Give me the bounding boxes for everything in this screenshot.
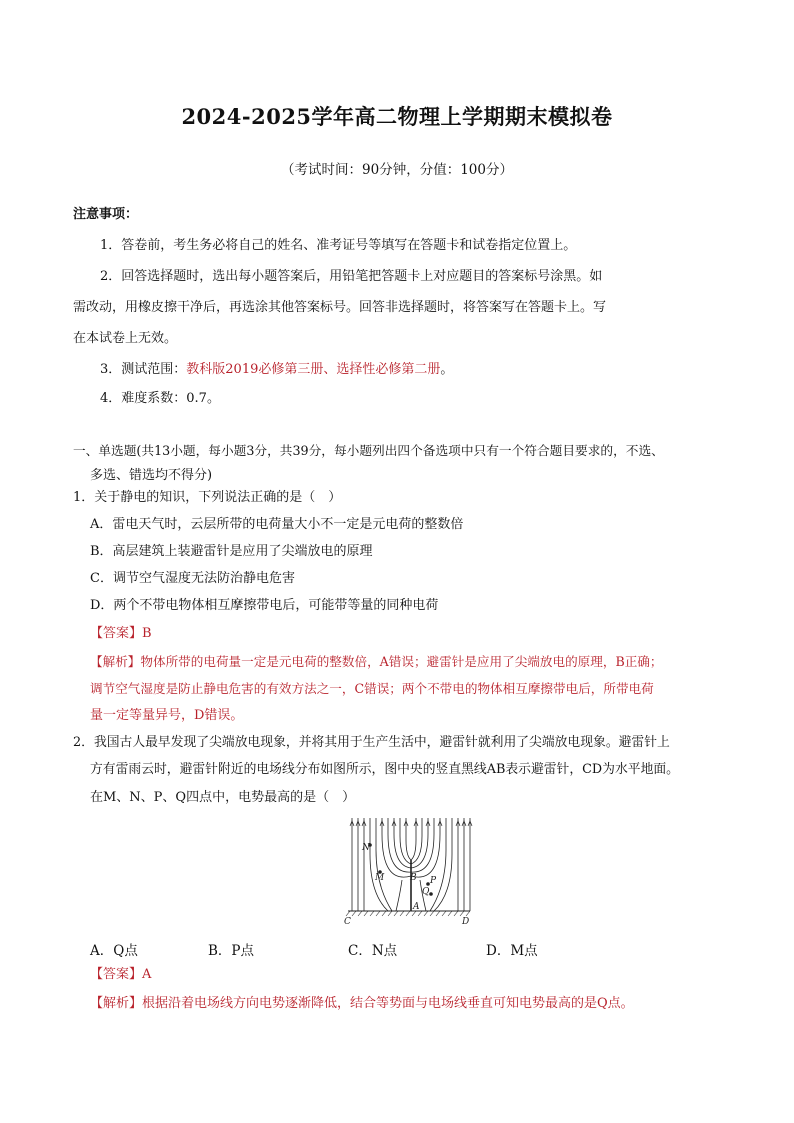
label-m: M bbox=[375, 873, 385, 883]
label-b: B bbox=[410, 873, 417, 883]
page-title: 2024-2025学年高二物理上学期期末模拟卷 bbox=[181, 104, 613, 129]
section-heading-line-2: 多选、错选均不得分) bbox=[90, 468, 213, 483]
question-1-analysis-line-2: 调节空气湿度是防止静电危害的有效方法之一，C错误；两个不带电的物体相互摩擦带电后，所带电荷 bbox=[90, 681, 654, 696]
note-item-3 bbox=[100, 361, 453, 379]
note-item-4: 4．难度系数：0.7。 bbox=[100, 391, 220, 406]
question-1-analysis-line-3: 量一定等量异号，D错误。 bbox=[90, 708, 244, 723]
analysis-label: 【解析】 bbox=[90, 996, 143, 1011]
question-1-analysis-line-1 bbox=[90, 653, 662, 671]
label-p: P bbox=[430, 876, 437, 886]
note-item-2-line-1: 2．回答选择题时，选出每小题答案后，用铅笔把答题卡上对应题目的答案标号涂黑。如 bbox=[100, 269, 603, 284]
analysis-text: 根据沿着电场线方向电势逐渐降低，结合等势面与电场线垂直可知电势最高的是Q点。 bbox=[142, 996, 634, 1011]
question-2-option-c: C．N点 bbox=[348, 943, 398, 959]
label-a: A bbox=[413, 902, 420, 912]
question-2-stem-line-3: 在M、N、P、Q四点中，电势最高的是（ ） bbox=[90, 790, 356, 805]
note-item-3-prefix: 3．测试范围： bbox=[100, 362, 187, 377]
exam-info: （考试时间：90分钟，分值：100分） bbox=[281, 162, 513, 178]
question-1-answer bbox=[90, 625, 152, 643]
note-item-2-line-2: 需改动，用橡皮擦干净后，再选涂其他答案标号。回答非选择题时，将答案写在答题卡上。写 bbox=[73, 300, 607, 315]
question-1-option-d: D．两个不带电物体相互摩擦带电后，可能带等量的同种电荷 bbox=[90, 598, 439, 613]
question-2-option-d: D．M点 bbox=[486, 943, 538, 959]
question-1-option-b: B．高层建筑上装避雷针是应用了尖端放电的原理 bbox=[90, 544, 373, 559]
question-2-analysis bbox=[90, 995, 634, 1013]
question-2-stem-line-1: 2．我国古人最早发现了尖端放电现象，并将其用于生产生活中，避雷针就利用了尖端放电现象。避雷针上 bbox=[73, 735, 670, 750]
answer-label: 【答案】 bbox=[90, 967, 143, 982]
question-1-stem: 1．关于静电的知识，下列说法正确的是（ ） bbox=[73, 490, 342, 505]
question-1-option-a: A．雷电天气时，云层所带的电荷量大小不一定是元电荷的整数倍 bbox=[90, 517, 464, 532]
question-2-stem-line-2: 方有雷雨云时，避雷针附近的电场线分布如图所示，图中央的竖直黑线AB表示避雷针，CD为水平地面。 bbox=[90, 762, 679, 777]
label-d: D bbox=[462, 917, 470, 927]
analysis-text: 物体所带的电荷量一定是元电荷的整数倍，A错误；避雷针是应用了尖端放电的原理，B正确； bbox=[140, 654, 663, 669]
label-c: C bbox=[344, 917, 351, 927]
answer-value: A bbox=[142, 967, 152, 982]
lightning-rod-field-diagram bbox=[340, 814, 480, 929]
label-q: Q bbox=[422, 887, 430, 897]
analysis-label: 【解析】 bbox=[90, 654, 141, 669]
answer-value: B bbox=[142, 626, 152, 641]
note-item-3-suffix: 。 bbox=[440, 362, 454, 377]
note-item-1: 1．答卷前，考生务必将自己的姓名、准考证号等填写在答题卡和试卷指定位置上。 bbox=[100, 238, 577, 253]
question-2-answer bbox=[90, 966, 151, 984]
label-n: N bbox=[362, 843, 370, 853]
note-item-2-line-3: 在本试卷上无效。 bbox=[73, 331, 178, 346]
notes-heading: 注意事项： bbox=[73, 207, 139, 222]
test-scope: 教科版2019必修第三册、选择性必修第二册 bbox=[186, 362, 441, 377]
answer-label: 【答案】 bbox=[90, 626, 143, 641]
question-1-option-c: C．调节空气湿度无法防治静电危害 bbox=[90, 571, 295, 586]
section-heading-line-1: 一、单选题(共13小题，每小题3分，共39分，每小题列出四个备选项中只有一个符合题目要求的，不选、 bbox=[73, 443, 664, 458]
question-2-option-a: A．Q点 bbox=[90, 943, 138, 959]
question-2-option-b: B．P点 bbox=[208, 943, 255, 959]
